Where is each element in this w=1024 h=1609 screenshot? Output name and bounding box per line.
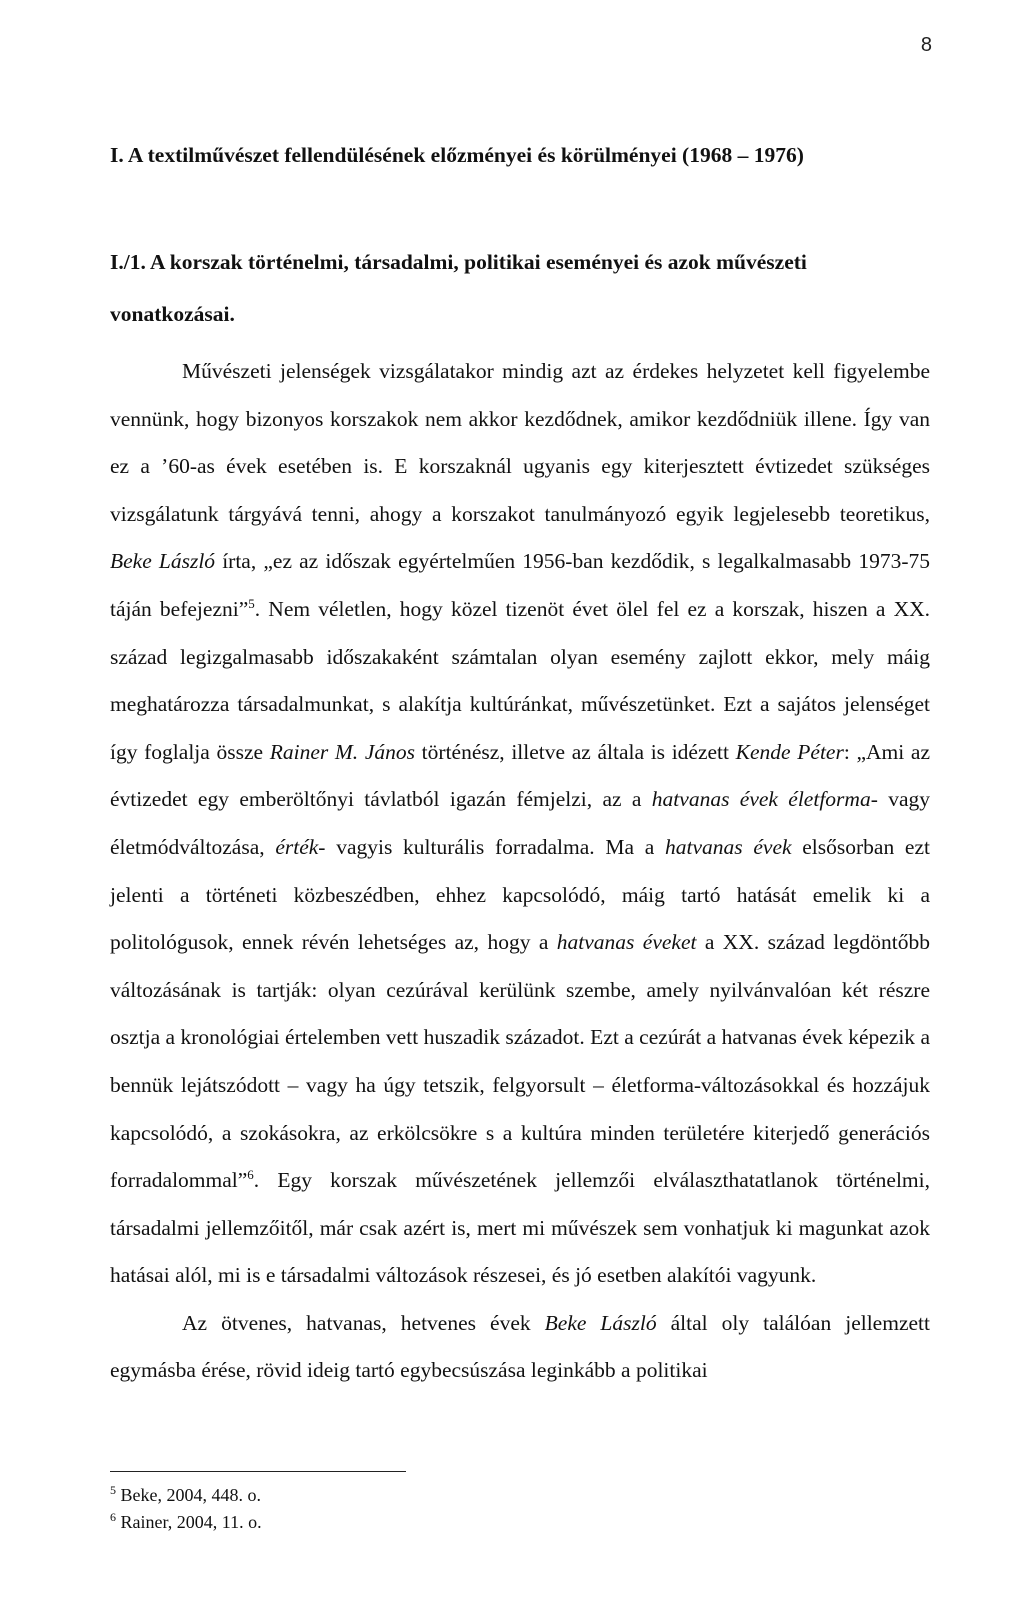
chapter-title: I. A textilművészet fellendülésének előzményei és körülményei (1968 – 1976) xyxy=(110,143,804,167)
italic-text: Kende Péter xyxy=(735,739,844,764)
text-run: a XX. század legdöntőbb változásának is tartják: olyan cezúrával kerülünk szembe, amely nyilvánvalóan két részre osztja a kronológiai értelemben vett huszadik századot. Ezt a cezúrát a hatvanas évek képezik a bennük lejátszódott – vagy ha úgy tetszik, felgyorsult – életforma-változásokkal és hozzájuk kapcsolódó, a szokásokra, az erkölcsökre s a kultúra minden területére kiterjedő generációs forradalommal” xyxy=(110,930,930,1193)
page-number: 8 xyxy=(920,34,932,56)
text-run: Az ötvenes, hatvanas, hetvenes évek xyxy=(182,1310,545,1335)
footnote-text: Beke, 2004, 448. o. xyxy=(120,1485,261,1505)
text-run: Művészeti jelenségek vizsgálatakor mindig azt az érdekes helyzetet kell figyelembe vennünk, hogy bizonyos korszakok nem akkor kezdődnek, amikor kezdődniük illene. Így van ez a ’60-as évek esetében is. E korszaknál ugyanis egy kiterjesztett évtizedet szükséges vizsgálatunk tárgyává tenni, ahogy a korszakot tanulmányozó egyik legjelesebb teoretikus, xyxy=(110,359,930,526)
text-run: . Egy korszak művészetének jellemzői elválaszthatatlanok történelmi, társadalmi jellemzőitől, már csak azért is, mert mi művészek sem vonhatjuk ki magunkat azok hatásai alól, mi is e társadalmi változások részesei, és jó esetben alakítói vagyunk. xyxy=(110,1168,930,1288)
italic-text: érték- xyxy=(275,834,326,859)
text-run: . Nem véletlen, hogy közel tizenöt évet ölel fel ez a korszak, hiszen a XX. század legizgalmasabb időszakaként számtalan olyan esemény zajlott ekkor, mely máig meghatározza társadalmunkat, s alakítja kultúránkat, művészetünket. Ezt a sajátos jelenséget így foglalja össze xyxy=(110,596,930,764)
body-text xyxy=(110,348,930,1395)
italic-text: hatvanas éveket xyxy=(556,930,697,955)
text-run: által oly találóan jellemzett egymásba érése, rövid ideig tartó egybecsúszása leginkább a politikai xyxy=(110,1310,930,1383)
section-title: I./1. A korszak történelmi, társadalmi, politikai eseményei és azok művészeti vonatkozásai. xyxy=(110,250,807,326)
footnote xyxy=(110,1509,930,1536)
footnote xyxy=(110,1482,930,1509)
footnote-reference: 5 xyxy=(248,595,255,611)
italic-text: Rainer M. János xyxy=(269,739,416,764)
footnote-text: Rainer, 2004, 11. o. xyxy=(120,1512,262,1532)
text-run: elsősorban ezt jelenti a történeti közbeszédben, ehhez kapcsolódó, máig tartó hatását emelik ki a politológusok, ennek révén lehetséges az, hogy a xyxy=(110,834,930,955)
italic-text: hatvanas évek xyxy=(665,834,792,859)
text-run: : „Ami az évtizedet egy emberöltőnyi távlatból igazán fémjelzi, az a xyxy=(110,739,930,812)
text-run: írta, „ez az időszak egyértelműen 1956-ban kezdődik, s legalkalmasabb 1973-75 táján befejezni” xyxy=(110,549,930,621)
footnotes xyxy=(110,1482,930,1536)
text-run: vagy életmódváltozása, xyxy=(110,787,930,859)
footnote-number: 6 xyxy=(110,1510,116,1524)
text-run: vagyis kulturális forradalma. Ma a xyxy=(325,834,666,859)
italic-text: Beke László xyxy=(110,549,216,574)
footnote-number: 5 xyxy=(110,1483,116,1497)
paragraph xyxy=(110,1300,930,1395)
paragraph xyxy=(110,348,930,1300)
footnote-separator xyxy=(110,1471,406,1472)
italic-text: hatvanas évek életforma- xyxy=(651,787,878,812)
text-run: történész, illetve az általa is idézett xyxy=(415,739,736,764)
footnote-reference: 6 xyxy=(247,1166,254,1182)
italic-text: Beke László xyxy=(544,1310,657,1335)
